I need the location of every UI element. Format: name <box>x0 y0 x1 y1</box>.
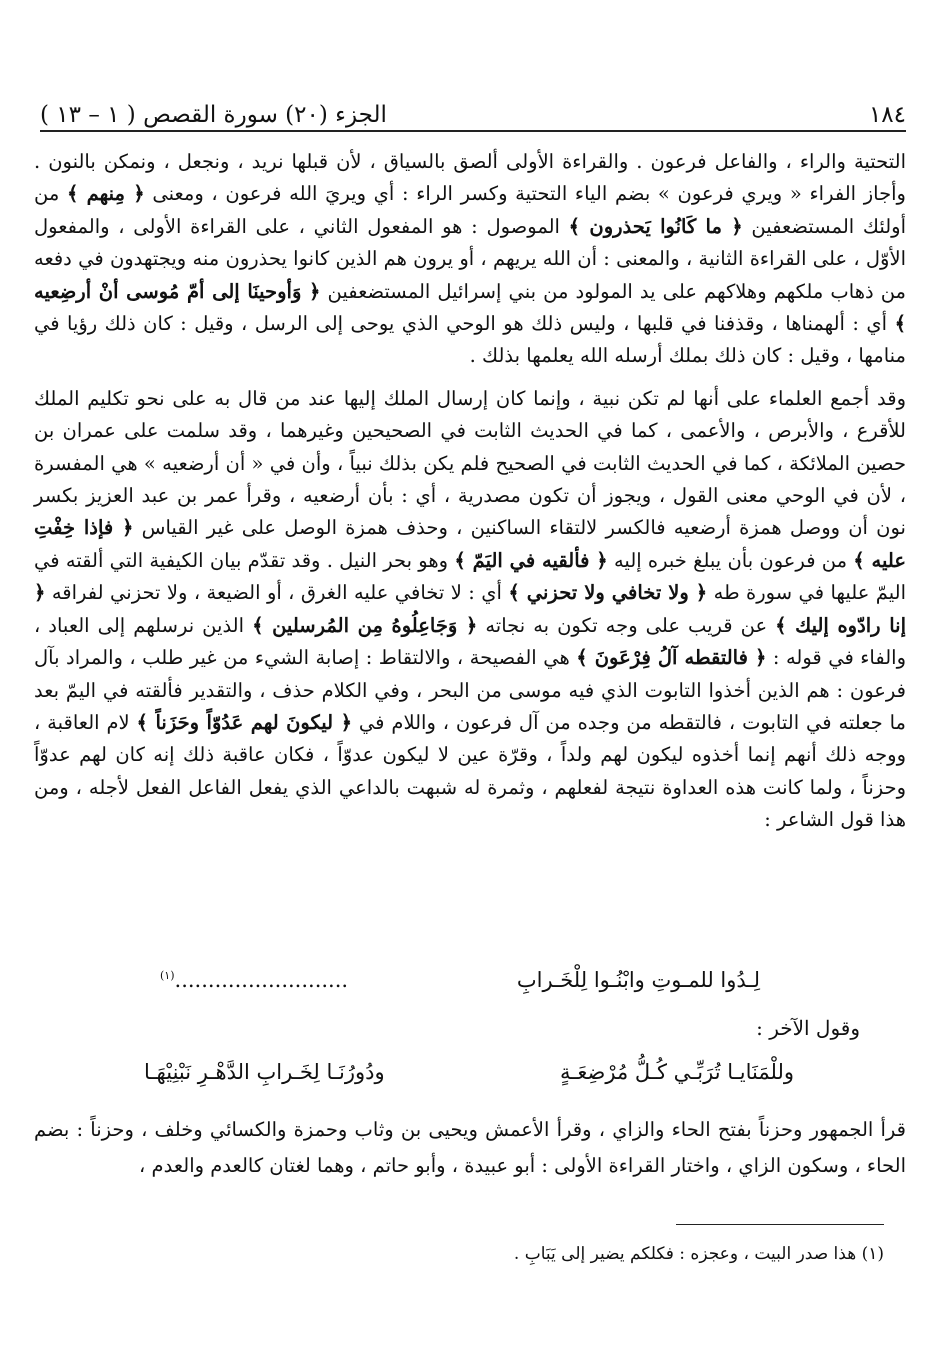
quran-quote: ﴿ وَأوحينَا إلى أمّ مُوسى أنْ أرضِعيه ﴾ <box>34 279 906 336</box>
quran-quote: ﴿ فألقيه في اليَمّ ﴾ <box>454 548 608 572</box>
text-run: لام العاقبة ، ووجه ذلك أنهم إنما أخذوه ليكون لهم ولداً ، وقرّة عين لا ليكون عدوّاً ، فكان عاقبة ذلك إنه كان لهم عدوّاً وحزناً ، ولما كانت هذه العداوة نتيجة لفعلهم ، وثمرة له شبهت بالداعي الذي يفعل الفاعل الفعل لأجله ، ومن هذا قول الشاعر : <box>34 710 906 832</box>
paragraph <box>34 383 906 837</box>
footnote: (١) هذا صدر البيت ، وعجزه : فكلكم يضير إلى يَبَابِ . <box>513 1244 884 1264</box>
verse-2-intro: وقول الآخر : <box>756 1016 860 1040</box>
body-text-2: قرأ الجمهور وحزناً بفتح الحاء والزاي ، وقرأ الأعمش ويحيى بن وثاب وحمزة والكسائي وخلف ، وحزناً : بضم الحاء ، وسكون الزاي ، واختار القراءة الأولى : أبو عبيدة ، وأبو حاتم ، وهما لغتان كالعدم والعدم ، <box>34 1118 906 1177</box>
verse-1-hemistich-left <box>160 968 348 992</box>
header-rule <box>40 130 906 132</box>
text-run: التحتية والراء ، والفاعل فرعون . والقراءة الأولى ألصق بالسياق ، لأن قبلها نريد ، ونجعل ، ونمكن بالنون . وأجاز الفراء « ويري فرعون » بضم الياء التحتية وكسر الراء : أي ويريَ الله فرعون ، ومعنى <box>34 150 906 206</box>
body-text <box>34 146 906 837</box>
verse-2 <box>144 1060 794 1084</box>
quran-quote: ﴿ فإذا خِفْتِ عليه ﴾ <box>34 516 906 572</box>
quran-quote: ﴿ إنا رادّوه إليك ﴾ <box>34 581 906 637</box>
page-header <box>40 92 906 128</box>
text-run: وهو بحر النيل . وقد تقدّم بيان الكيفية التي ألقته في اليمّ عليها في سورة طه <box>34 548 906 605</box>
text-run: من فرعون بأن يبلغ خبره إليه <box>607 548 854 572</box>
text-run: الموصول : هو المفعول الثاني ، على القراءة الأولى ، والمفعول الأوّل ، على القراءة الثانية ، والمعنى : أن الله يريهم ، أو يرون هم الذين كانوا يحذرون منه ويجتهدون في دفعه من ذهاب ملكهم وهلاكهم على يد المولود من بني إسرائيل المستضعفين <box>34 214 907 303</box>
running-title: الجزء (٢٠) سورة القصص ( ١ – ١٣ ) <box>40 102 387 128</box>
verse-1-dots: .......................... <box>174 968 349 992</box>
verse-2-hemistich-left: ودُورُنَـا لِخَـرابِ الدَّهْـرِ نَبْنِيْهَـا <box>144 1060 385 1084</box>
quran-quote: ﴿ ليكونَ لهم عَدُوّاً وحَزَناً ﴾ <box>136 710 353 734</box>
text-run: وقد أجمع العلماء على أنها لم تكن نبية ، وإنما كان إرسال الملك إليها عند من قال به على نحو تكليم الملك للأقرع ، والأبرص ، والأعمى ، كما في الحديث الثابت في الصحيحين وغيرهما ، وقد سلمت على عمران بن حصين الملائكة ، كما في الحديث الثابت في الصحيح فلم يكن بذلك نبياً ، وأن في « أن أرضعيه » هي المفسرة ، لأن في الوحي معنى القول ، ويجوز أن تكون مصدرية ، أي : بأن أرضعيه ، وقرأ عمر بن عبد العزيز بكسر نون أن ووصل همزة أرضعيه فالكسر لالتقاء الساكنين ، وحذف همزة الوصل على غير القياس <box>34 386 907 540</box>
text-run: من أولئك المستضعفين <box>34 182 906 238</box>
verse-2-hemistich-right: وللْمَنَايـا تُرَبِّـي كُـلُّ مُرْضِعَـةٍ <box>560 1060 794 1084</box>
quran-quote: ﴿ مِنهم ﴾ <box>66 182 145 206</box>
text-run: هي الفصيحة ، والالتقاط : إصابة الشيء من غير طلب ، والمراد بآل فرعون : هم الذين أخذوا التابوت الذي فيه موسى من البحر ، وفي الكلام حذف ، والتقدير فألقته في اليمّ بعد ما جعلته في التابوت ، فالتقطه من وجده من آل فرعون ، واللام في <box>34 646 907 734</box>
footnote-rule <box>676 1224 884 1225</box>
text-run: الذين نرسلهم إلى العباد ، والفاء في قوله : <box>34 613 907 670</box>
text-run: أي : ألهمناها ، وقذفنا في قلبها ، وليس ذلك هو الوحي الذي يوحى إلى الرسل ، وقيل : كان ذلك رؤيا في منامها ، وقيل : كان ذلك بملك أرسله الله يعلمها بذلك . <box>34 312 906 368</box>
verse-1-hemistich-right: لِـدُوا للمـوتِ وابْنُـوا لِلْخَـرابِ <box>516 968 760 992</box>
page-number: ١٨٤ <box>868 102 906 128</box>
footnote-marker: (١) <box>160 969 175 982</box>
quran-quote: ﴿ فالتقطه آلُ فِرْعَونَ ﴾ <box>576 646 767 670</box>
text-run: عن قريب على وجه تكون به نجاته <box>477 613 776 637</box>
quran-quote: ﴿ وَجَاعِلُوهُ مِن المُرسلين ﴾ <box>252 613 478 637</box>
text-run: أي : لا تخافي عليه الغرق ، أو الضيعة ، ولا تحزني لفراقه <box>45 581 509 605</box>
quran-quote: ﴿ ولا تخافي ولا تحزني ﴾ <box>508 581 708 605</box>
verse-1 <box>160 968 760 992</box>
paragraph <box>34 146 906 373</box>
quran-quote: ﴿ ما كَانُوا يَحذرون ﴾ <box>568 214 743 238</box>
